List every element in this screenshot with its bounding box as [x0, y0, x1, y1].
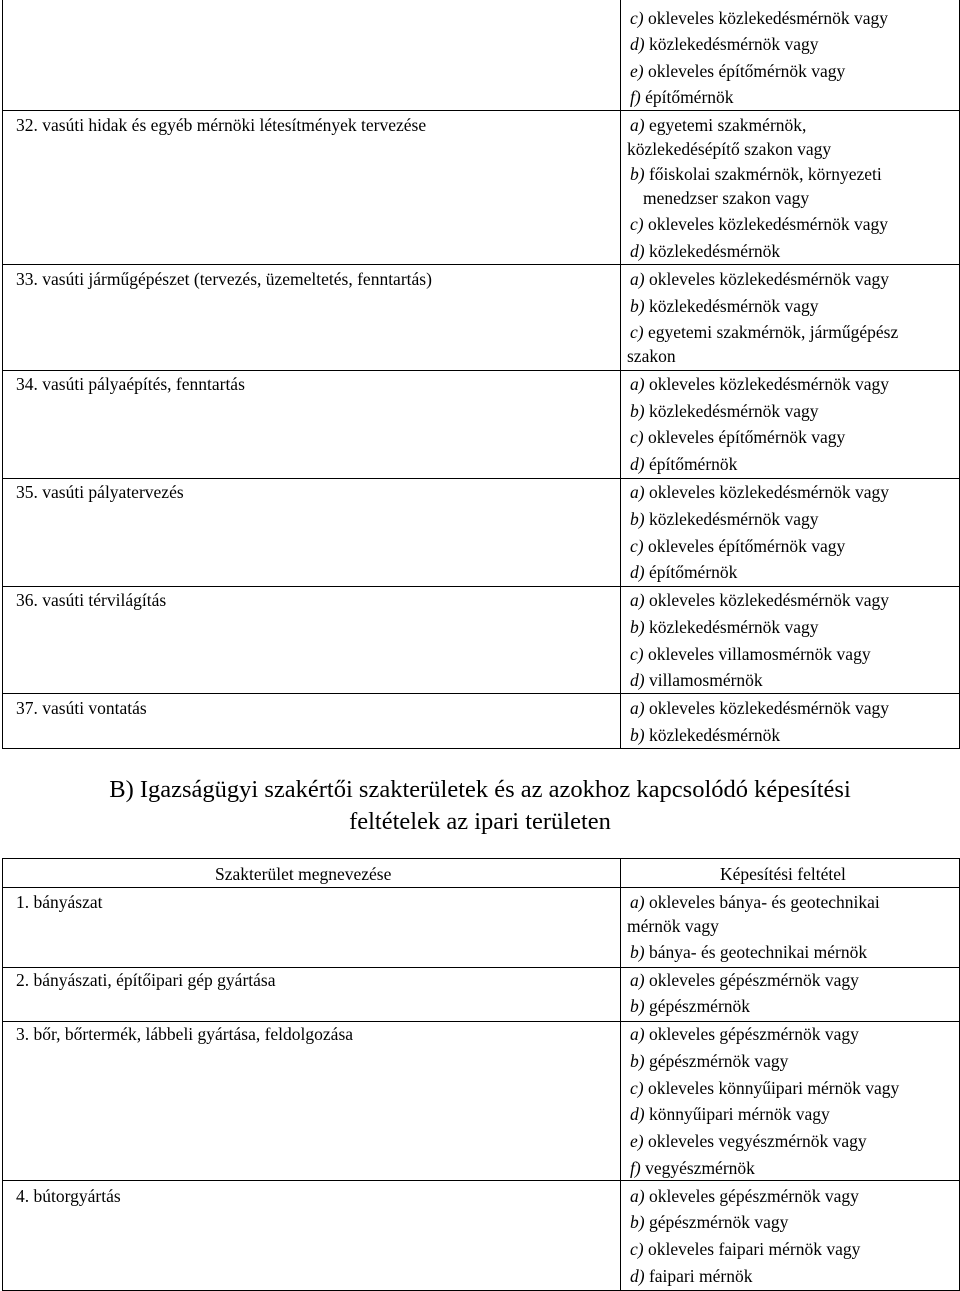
- qualification-line: b) közlekedésmérnök: [630, 725, 781, 745]
- field-name: 35. vasúti pályatervezés: [16, 482, 184, 502]
- field-name: 1. bányászat: [16, 892, 103, 912]
- qualification-line: c) egyetemi szakmérnök, járműgépész: [630, 322, 899, 342]
- qualification-line: b) közlekedésmérnök vagy: [630, 296, 819, 316]
- qualification-line: a) egyetemi szakmérnök,: [630, 115, 807, 135]
- qualification-line: d) könnyűipari mérnök vagy: [630, 1104, 830, 1124]
- qualification-line: f) vegyészmérnök: [630, 1158, 755, 1178]
- qualification-line: d) közlekedésmérnök vagy: [630, 34, 819, 54]
- qualification-line: d) építőmérnök: [630, 454, 738, 474]
- qualification-line: a) okleveles közlekedésmérnök vagy: [630, 590, 890, 610]
- qualification-table-industrial: [2, 858, 960, 1291]
- qualification-line: c) okleveles faipari mérnök vagy: [630, 1239, 861, 1259]
- qualification-line: c) okleveles villamosmérnök vagy: [630, 644, 871, 664]
- qualification-line: e) okleveles építőmérnök vagy: [630, 61, 846, 81]
- field-name: 33. vasúti járműgépészet (tervezés, üzemeltetés, fenntartás): [16, 269, 432, 289]
- qualification-line: f) építőmérnök: [630, 87, 734, 107]
- field-name: 2. bányászati, építőipari gép gyártása: [16, 970, 276, 990]
- qualification-line: d) faipari mérnök: [630, 1266, 753, 1286]
- row-divider: [3, 1021, 959, 1022]
- qualification-line: b) gépészmérnök vagy: [630, 1212, 789, 1232]
- qualification-line: e) okleveles vegyészmérnök vagy: [630, 1131, 867, 1151]
- section-heading: feltételek az ipari területen: [349, 808, 611, 835]
- qualification-line: a) okleveles gépészmérnök vagy: [630, 1024, 859, 1044]
- qualification-line: a) okleveles gépészmérnök vagy: [630, 970, 859, 990]
- qualification-line: d) építőmérnök: [630, 562, 738, 582]
- qualification-line: közlekedésépítő szakon vagy: [627, 139, 832, 159]
- qualification-line: b) gépészmérnök vagy: [630, 1051, 789, 1071]
- row-divider: [3, 370, 959, 371]
- column-header-qualification: Képesítési feltétel: [720, 864, 846, 884]
- row-divider: [3, 586, 959, 587]
- row-divider: [3, 967, 959, 968]
- qualification-line: a) okleveles közlekedésmérnök vagy: [630, 482, 890, 502]
- qualification-line: mérnök vagy: [627, 916, 719, 936]
- qualification-line: szakon: [627, 346, 676, 366]
- field-name: 3. bőr, bőrtermék, lábbeli gyártása, feldolgozása: [16, 1024, 354, 1044]
- header-divider: [3, 887, 959, 888]
- qualification-line: a) okleveles közlekedésmérnök vagy: [630, 269, 890, 289]
- qualification-line: c) okleveles építőmérnök vagy: [630, 427, 846, 447]
- qualification-line: c) okleveles építőmérnök vagy: [630, 536, 846, 556]
- field-name: 37. vasúti vontatás: [16, 698, 147, 718]
- qualification-line: b) közlekedésmérnök vagy: [630, 617, 819, 637]
- qualification-line: a) okleveles gépészmérnök vagy: [630, 1186, 859, 1206]
- qualification-line: c) okleveles közlekedésmérnök vagy: [630, 214, 889, 234]
- row-divider: [3, 693, 959, 694]
- field-name: 34. vasúti pályaépítés, fenntartás: [16, 374, 245, 394]
- qualification-line: b) közlekedésmérnök vagy: [630, 509, 819, 529]
- qualification-line: menedzser szakon vagy: [643, 188, 810, 208]
- qualification-line: a) okleveles közlekedésmérnök vagy: [630, 698, 890, 718]
- qualification-line: b) bánya- és geotechnikai mérnök: [630, 942, 868, 962]
- column-header-field: Szakterület megnevezése: [215, 864, 392, 884]
- row-divider: [3, 478, 959, 479]
- qualification-line: d) villamosmérnök: [630, 670, 763, 690]
- section-heading: B) Igazságügyi szakértői szakterületek és az azokhoz kapcsolódó képesítési: [109, 776, 851, 803]
- qualification-line: c) okleveles közlekedésmérnök vagy: [630, 8, 889, 28]
- row-divider: [3, 264, 959, 265]
- qualification-line: d) közlekedésmérnök: [630, 241, 781, 261]
- qualification-line: a) okleveles közlekedésmérnök vagy: [630, 374, 890, 394]
- column-divider: [620, 0, 621, 748]
- field-name: 4. bútorgyártás: [16, 1186, 121, 1206]
- field-name: 32. vasúti hidak és egyéb mérnöki létesítmények tervezése: [16, 115, 427, 135]
- field-name: 36. vasúti térvilágítás: [16, 590, 167, 610]
- qualification-line: b) közlekedésmérnök vagy: [630, 401, 819, 421]
- column-divider: [620, 859, 621, 1290]
- qualification-line: b) főiskolai szakmérnök, környezeti: [630, 164, 882, 184]
- qualification-line: b) gépészmérnök: [630, 996, 751, 1016]
- row-divider: [3, 1180, 959, 1181]
- qualification-line: c) okleveles könnyűipari mérnök vagy: [630, 1078, 900, 1098]
- row-divider: [3, 110, 959, 111]
- qualification-line: a) okleveles bánya- és geotechnikai: [630, 892, 880, 912]
